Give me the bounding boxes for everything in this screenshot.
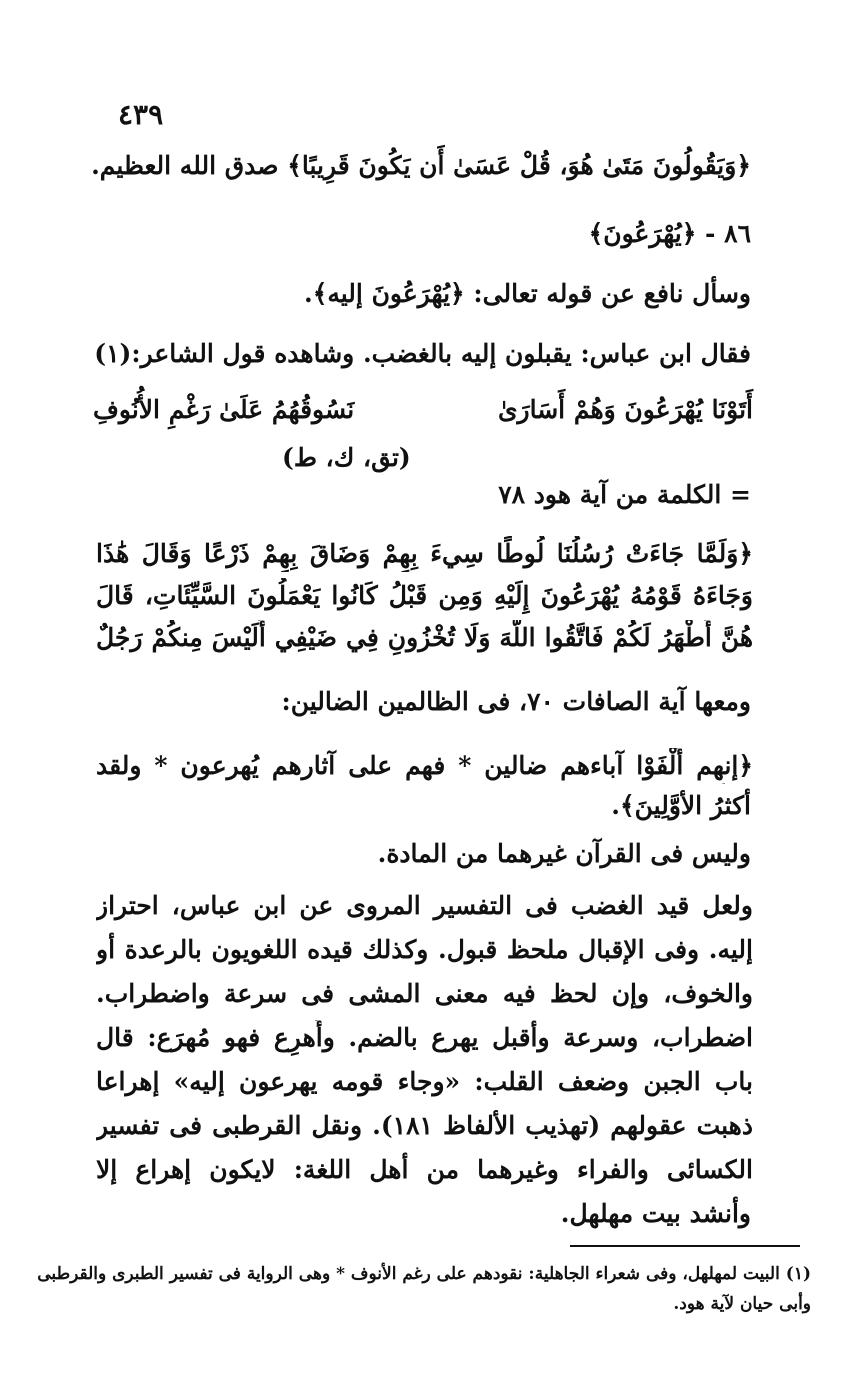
poem-hemistich-first: أَتَوْنَا يُهْرَعُونَ وَهُمْ أَسَارَىٰ bbox=[497, 395, 753, 424]
quran-verse-line: ﴿إنهم أَلْفَوْا آباءهم ضالين * فهم على آثارهم يُهرعون * ولقد bbox=[96, 751, 753, 780]
verse-reference: = الكلمة من آية هود ٧٨ bbox=[498, 480, 751, 509]
poem-hemistich-second: نَسُوقُهُمُ عَلَىٰ رَغْمِ الأُنُوفِ bbox=[93, 395, 355, 424]
quran-verse-line: ﴿وَلَمَّا جَاءَتْ رُسُلُنَا لُوطًا سِيءَ بِهِمْ وَضَاقَ بِهِمْ ذَرْعًا وَقَالَ هَٰذَا bbox=[96, 539, 753, 568]
footnote-line: وأبى حيان لآية هود. bbox=[673, 1294, 811, 1314]
paragraph-line: وأنشد بيت مهلهل. bbox=[560, 1199, 751, 1228]
quran-verse-line: هُنَّ أَطْهَرُ لَكُمْ فَاتَّقُوا اللَّهَ وَلَا تُخْزُونِ فِي ضَيْفِي أَلَيْسَ مِنكُمْ رَجُلٌ bbox=[96, 623, 753, 652]
quran-verse-line: ﴿وَيَقُولُونَ مَتَىٰ هُوَ، قُلْ عَسَىٰ أَن يَكُونَ قَرِيبًا﴾ صدق الله العظيم. bbox=[91, 151, 751, 180]
paragraph-line: وليس فى القرآن غيرهما من المادة. bbox=[377, 839, 751, 868]
paragraph-line: والخوف، وإن لحظ فيه معنى المشى فى سرعة واضطراب. bbox=[96, 979, 753, 1008]
paragraph-line: ولعل قيد الغضب فى التفسير المروى عن ابن عباس، احتراز bbox=[96, 891, 753, 920]
paragraph-line: الكسائى والفراء وغيرهما من أهل اللغة: لايكون إهراع إلا bbox=[96, 1155, 753, 1184]
quran-verse-line: أكثرُ الأوَّلِينَ﴾. bbox=[611, 791, 751, 820]
entry-heading: ٨٦ - ﴿يُهْرَعُونَ﴾ bbox=[588, 219, 751, 248]
paragraph-line: باب الجبن وضعف القلب: «وجاء قومه يهرعون إليه» إهراعا bbox=[96, 1067, 753, 1096]
source-codes: (تق، ك، ط) bbox=[282, 443, 411, 472]
paragraph-line: ذهبت عقولهم (تهذيب الألفاظ ١٨١). ونقل القرطبى فى تفسير bbox=[96, 1111, 753, 1140]
footnote-divider bbox=[570, 1245, 800, 1247]
quran-verse-line: وَجَاءَهُ قَوْمُهُ يُهْرَعُونَ إِلَيْهِ وَمِن قَبْلُ كَانُوا يَعْمَلُونَ السَّيِّئَاتِ، قَالَ bbox=[96, 581, 753, 610]
question-line: وسأل نافع عن قوله تعالى: ﴿يُهْرَعُونَ إليه﴾. bbox=[304, 279, 751, 308]
footnote-line: (١) البيت لمهلهل، وفى شعراء الجاهلية: نقودهم على رغم الأنوف * وهى الرواية فى تفسير الطبرى والقرطبى bbox=[37, 1264, 811, 1284]
verse-reference: ومعها آية الصافات ٧٠، فى الظالمين الضالين: bbox=[281, 687, 751, 716]
page-number: ٤٣٩ bbox=[118, 98, 164, 131]
paragraph-line: اضطراب، وسرعة وأقبل يهرع بالضم. وأُهرِع فهو مُهرَع: قال bbox=[96, 1023, 753, 1052]
paragraph-line: إليه. وفى الإقبال ملحظ قبول. وكذلك قيده اللغويون بالرعدة أو bbox=[96, 935, 753, 964]
answer-line: فقال ابن عباس: يقبلون إليه بالغضب. وشاهده قول الشاعر:(١) bbox=[94, 339, 751, 368]
